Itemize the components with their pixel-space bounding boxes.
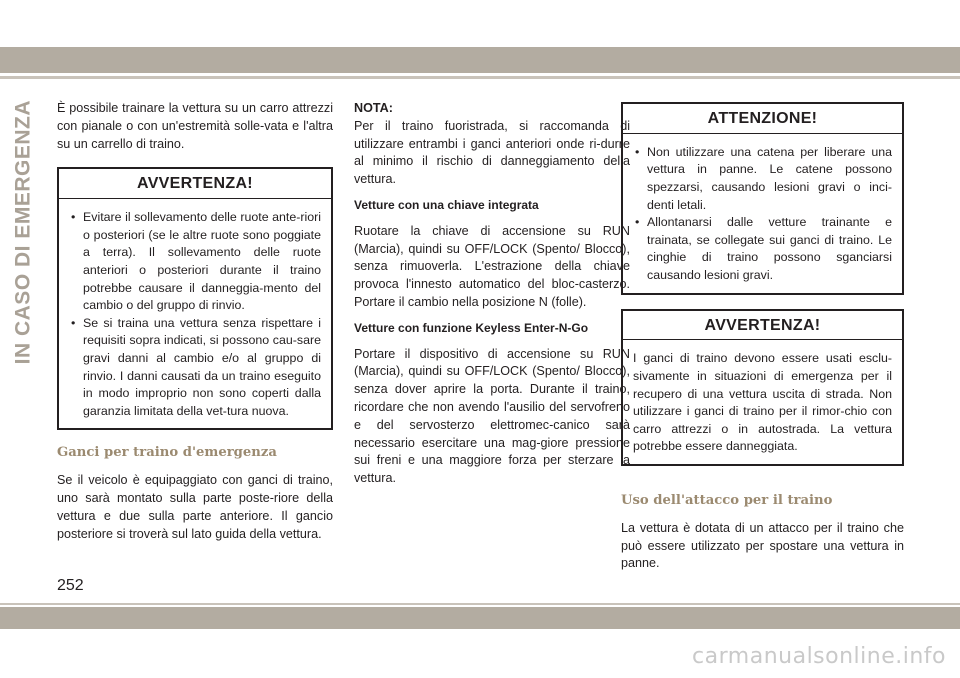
subheading-integrated-key: Vetture con una chiave integrata xyxy=(354,197,539,212)
warning-box-title: AVVERTENZA! xyxy=(59,169,331,199)
note-text: Per il traino fuoristrada, si raccomanda di utilizzare entrambi i ganci anteriori onde ri-durre al minimo il rischio di danneggiamento della vettura. xyxy=(354,118,630,187)
section-side-title xyxy=(5,100,45,365)
hooks-paragraph: Se il veicolo è equipaggiato con ganci di traino, uno sarà montato sulla parte poste-riore della vettura e due sulla parte anteriore. Il gancio posteriore si troverà sul lato guida della vettura. xyxy=(57,473,333,541)
attention-box xyxy=(621,102,904,295)
warning-box-2-body xyxy=(623,340,902,464)
header-band-stripe xyxy=(0,76,960,79)
footer-band xyxy=(0,607,960,629)
warning-item: • Evitare il sollevamento delle ruote ante-riori o posteriori (se le altre ruote sono poggiate a terra). Il sollevamento delle ruote anteriori o posteriori durante il traino potrebbe causare il danneggia-mento del cambio o del gruppo di rinvio. xyxy=(69,209,321,315)
warning-box-2-text: I ganci di traino devono essere usati esclu-sivamente in situazioni di emergenza per il recupero di una vettura uscita di strada. Non utilizzare i ganci di traino per il rimor-chio con carro attrezzi o in autostrada. La vettura potrebbe essere danneggiata. xyxy=(633,351,892,454)
attention-item: • Non utilizzare una catena per liberare una vettura in panne. Le catene possono spezzarsi, causando lesioni gravi o inci-denti letali. xyxy=(633,144,892,214)
section-heading-tow-attachment: Uso dell'attacco per il traino xyxy=(621,492,833,508)
warning-box-2-title: AVVERTENZA! xyxy=(623,311,902,341)
warning-box-2 xyxy=(621,309,904,466)
integrated-key-paragraph: Ruotare la chiave di accensione su RUN (Marcia), quindi su OFF/LOCK (Spento/ Blocco), senza rimuoverla. L'estrazione della chiave provoca l'innesto automatico del bloc-casterzo. Portare il cambio nella posizione N (folle). xyxy=(354,223,630,309)
page-number: 252 xyxy=(57,577,84,594)
column-3 xyxy=(621,100,904,581)
watermark: carmanualsonline.info xyxy=(692,644,946,669)
column-1 xyxy=(57,100,333,551)
attention-box-body xyxy=(623,134,902,293)
intro-paragraph: È possibile trainare la vettura su un carro attrezzi con pianale o con un'estremità solle-vata e l'altra su un carrello di traino. xyxy=(57,101,333,151)
header-band xyxy=(0,47,960,73)
subheading-keyless: Vetture con funzione Keyless Enter-N-Go xyxy=(354,320,589,335)
section-heading-emergency-hooks: Ganci per traino d'emergenza xyxy=(57,445,277,461)
attention-box-title: ATTENZIONE! xyxy=(623,104,902,134)
keyless-paragraph: Portare il dispositivo di accensione su RUN (Marcia), quindi su OFF/LOCK (Spento/ Blocco), senza dover aprire la porta. Durante il traino, ricordare che non avendo l'ausilio del servofreno e del servosterzo elettromec-canico sarà necessario esercitare una mag-giore pressione sui freni e una maggiore forza per sterzare la vettura. xyxy=(354,346,630,486)
note-label: NOTA: xyxy=(354,101,393,115)
footer-band-stripe xyxy=(0,603,960,605)
section-title-text: IN CASO DI EMERGENZA xyxy=(11,100,34,365)
warning-box xyxy=(57,167,333,430)
column-2 xyxy=(354,100,630,496)
attention-item: • Allontanarsi dalle vetture trainante e trainata, se collegate sui ganci di traino. Le cinghie di traino possono sganciarsi causando lesioni gravi. xyxy=(633,214,892,284)
warning-item: • Se si traina una vettura senza rispettare i requisiti sopra indicati, si possono cau-sare gravi danni al cambio e/o al gruppo di rinvio. I danni causati da un traino eseguito in modo improprio non sono coperti dalla garanzia limitata della vet-tura nuova. xyxy=(69,315,321,421)
warning-box-body xyxy=(59,199,331,428)
tow-attachment-paragraph: La vettura è dotata di un attacco per il traino che può essere utilizzato per spostare una vettura in panne. xyxy=(621,520,904,571)
